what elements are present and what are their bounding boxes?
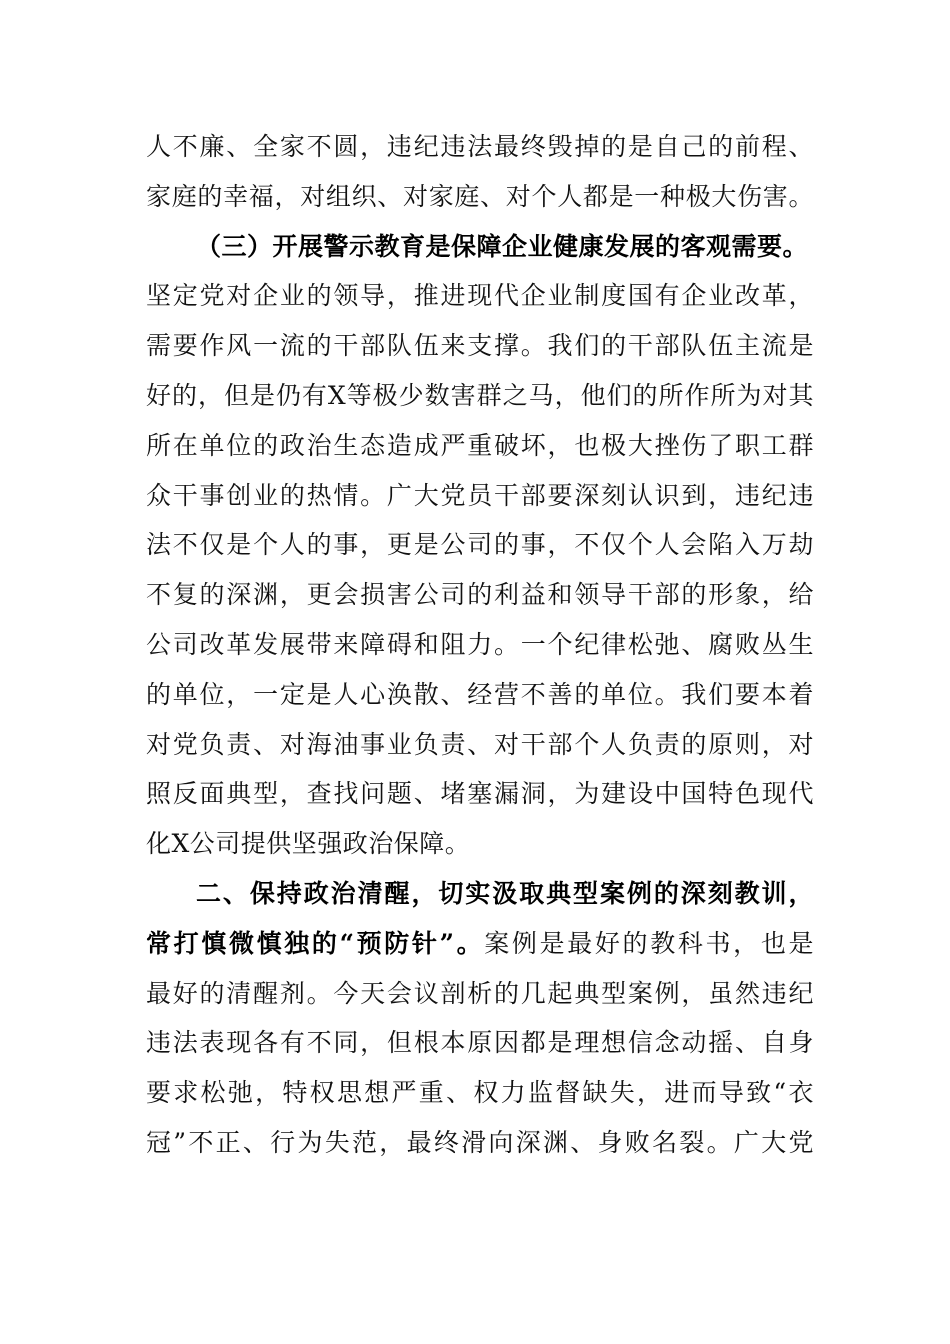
text-line	[146, 720, 814, 770]
text-segment: 的单位，一定是人心涣散、经营不善的单位。我们要本着	[146, 679, 814, 709]
text-line	[146, 271, 814, 321]
text-segment: 所在单位的政治生态造成严重破坏，也极大挫伤了职工群	[146, 430, 814, 460]
text-segment: 家庭的幸福，对组织、对家庭、对个人都是一种极大伤害。	[146, 181, 814, 211]
text-segment: 违法表现各有不同，但根本原因都是理想信念动摇、自身	[146, 1028, 814, 1058]
text-line	[146, 969, 814, 1019]
text-segment: 不复的深渊，更会损害公司的利益和领导干部的形象，给	[146, 580, 814, 610]
text-segment: 冠”不正、行为失范，最终滑向深渊、身败名裂。广大党	[146, 1127, 814, 1157]
text-line	[146, 371, 814, 421]
text-line	[146, 670, 814, 720]
text-segment: 公司改革发展带来障碍和阻力。一个纪律松弛、腐败丛生	[146, 629, 814, 659]
text-line	[146, 1118, 814, 1168]
text-segment: 需要作风一流的干部队伍来支撑。我们的干部队伍主流是	[146, 331, 814, 361]
text-line	[146, 1068, 814, 1118]
text-segment: 对党负责、对海油事业负责、对干部个人负责的原则，对	[146, 729, 814, 759]
text-line	[146, 620, 814, 670]
text-segment: 化X公司提供坚强政治保障。	[146, 829, 471, 859]
text-segment: 人不廉、全家不圆，违纪违法最终毁掉的是自己的前程、	[146, 132, 814, 161]
text-line	[146, 769, 814, 819]
text-line	[146, 172, 814, 222]
text-segment: 最好的清醒剂。今天会议剖析的几起典型案例，虽然违纪	[146, 978, 814, 1008]
paragraph-heading-line	[146, 222, 814, 272]
text-segment: 众干事创业的热情。广大党员干部要深刻认识到，违纪违	[146, 480, 814, 510]
text-segment: 照反面典型，查找问题、堵塞漏洞，为建设中国特色现代	[146, 779, 814, 809]
text-segment: 坚定党对企业的领导，推进现代企业制度国有企业改革，	[146, 281, 814, 311]
text-line	[146, 471, 814, 521]
bold-text-segment: 常打慎微慎独的“预防针”。	[146, 928, 485, 958]
body-text	[146, 122, 814, 1168]
text-segment: 案例是最好的教科书，也是	[484, 928, 814, 958]
text-segment: 要求松弛，特权思想严重、权力监督缺失，进而导致“衣	[146, 1078, 814, 1108]
text-line	[146, 122, 814, 172]
text-segment: 法不仅是个人的事，更是公司的事，不仅个人会陷入万劫	[146, 530, 814, 560]
text-line	[146, 421, 814, 471]
text-line	[146, 819, 814, 869]
bold-text-segment: 二、保持政治清醒，切实汲取典型案例的深刻教训，	[196, 878, 814, 908]
text-line	[146, 570, 814, 620]
text-line	[146, 321, 814, 371]
bold-text-segment: （三）开展警示教育是保障企业健康发展的客观需要。	[196, 231, 809, 261]
paragraph-heading-line	[146, 869, 814, 919]
text-segment: 好的，但是仍有X等极少数害群之马，他们的所作所为对其	[146, 380, 814, 410]
text-line	[146, 1018, 814, 1068]
text-line	[146, 919, 814, 969]
text-line	[146, 520, 814, 570]
